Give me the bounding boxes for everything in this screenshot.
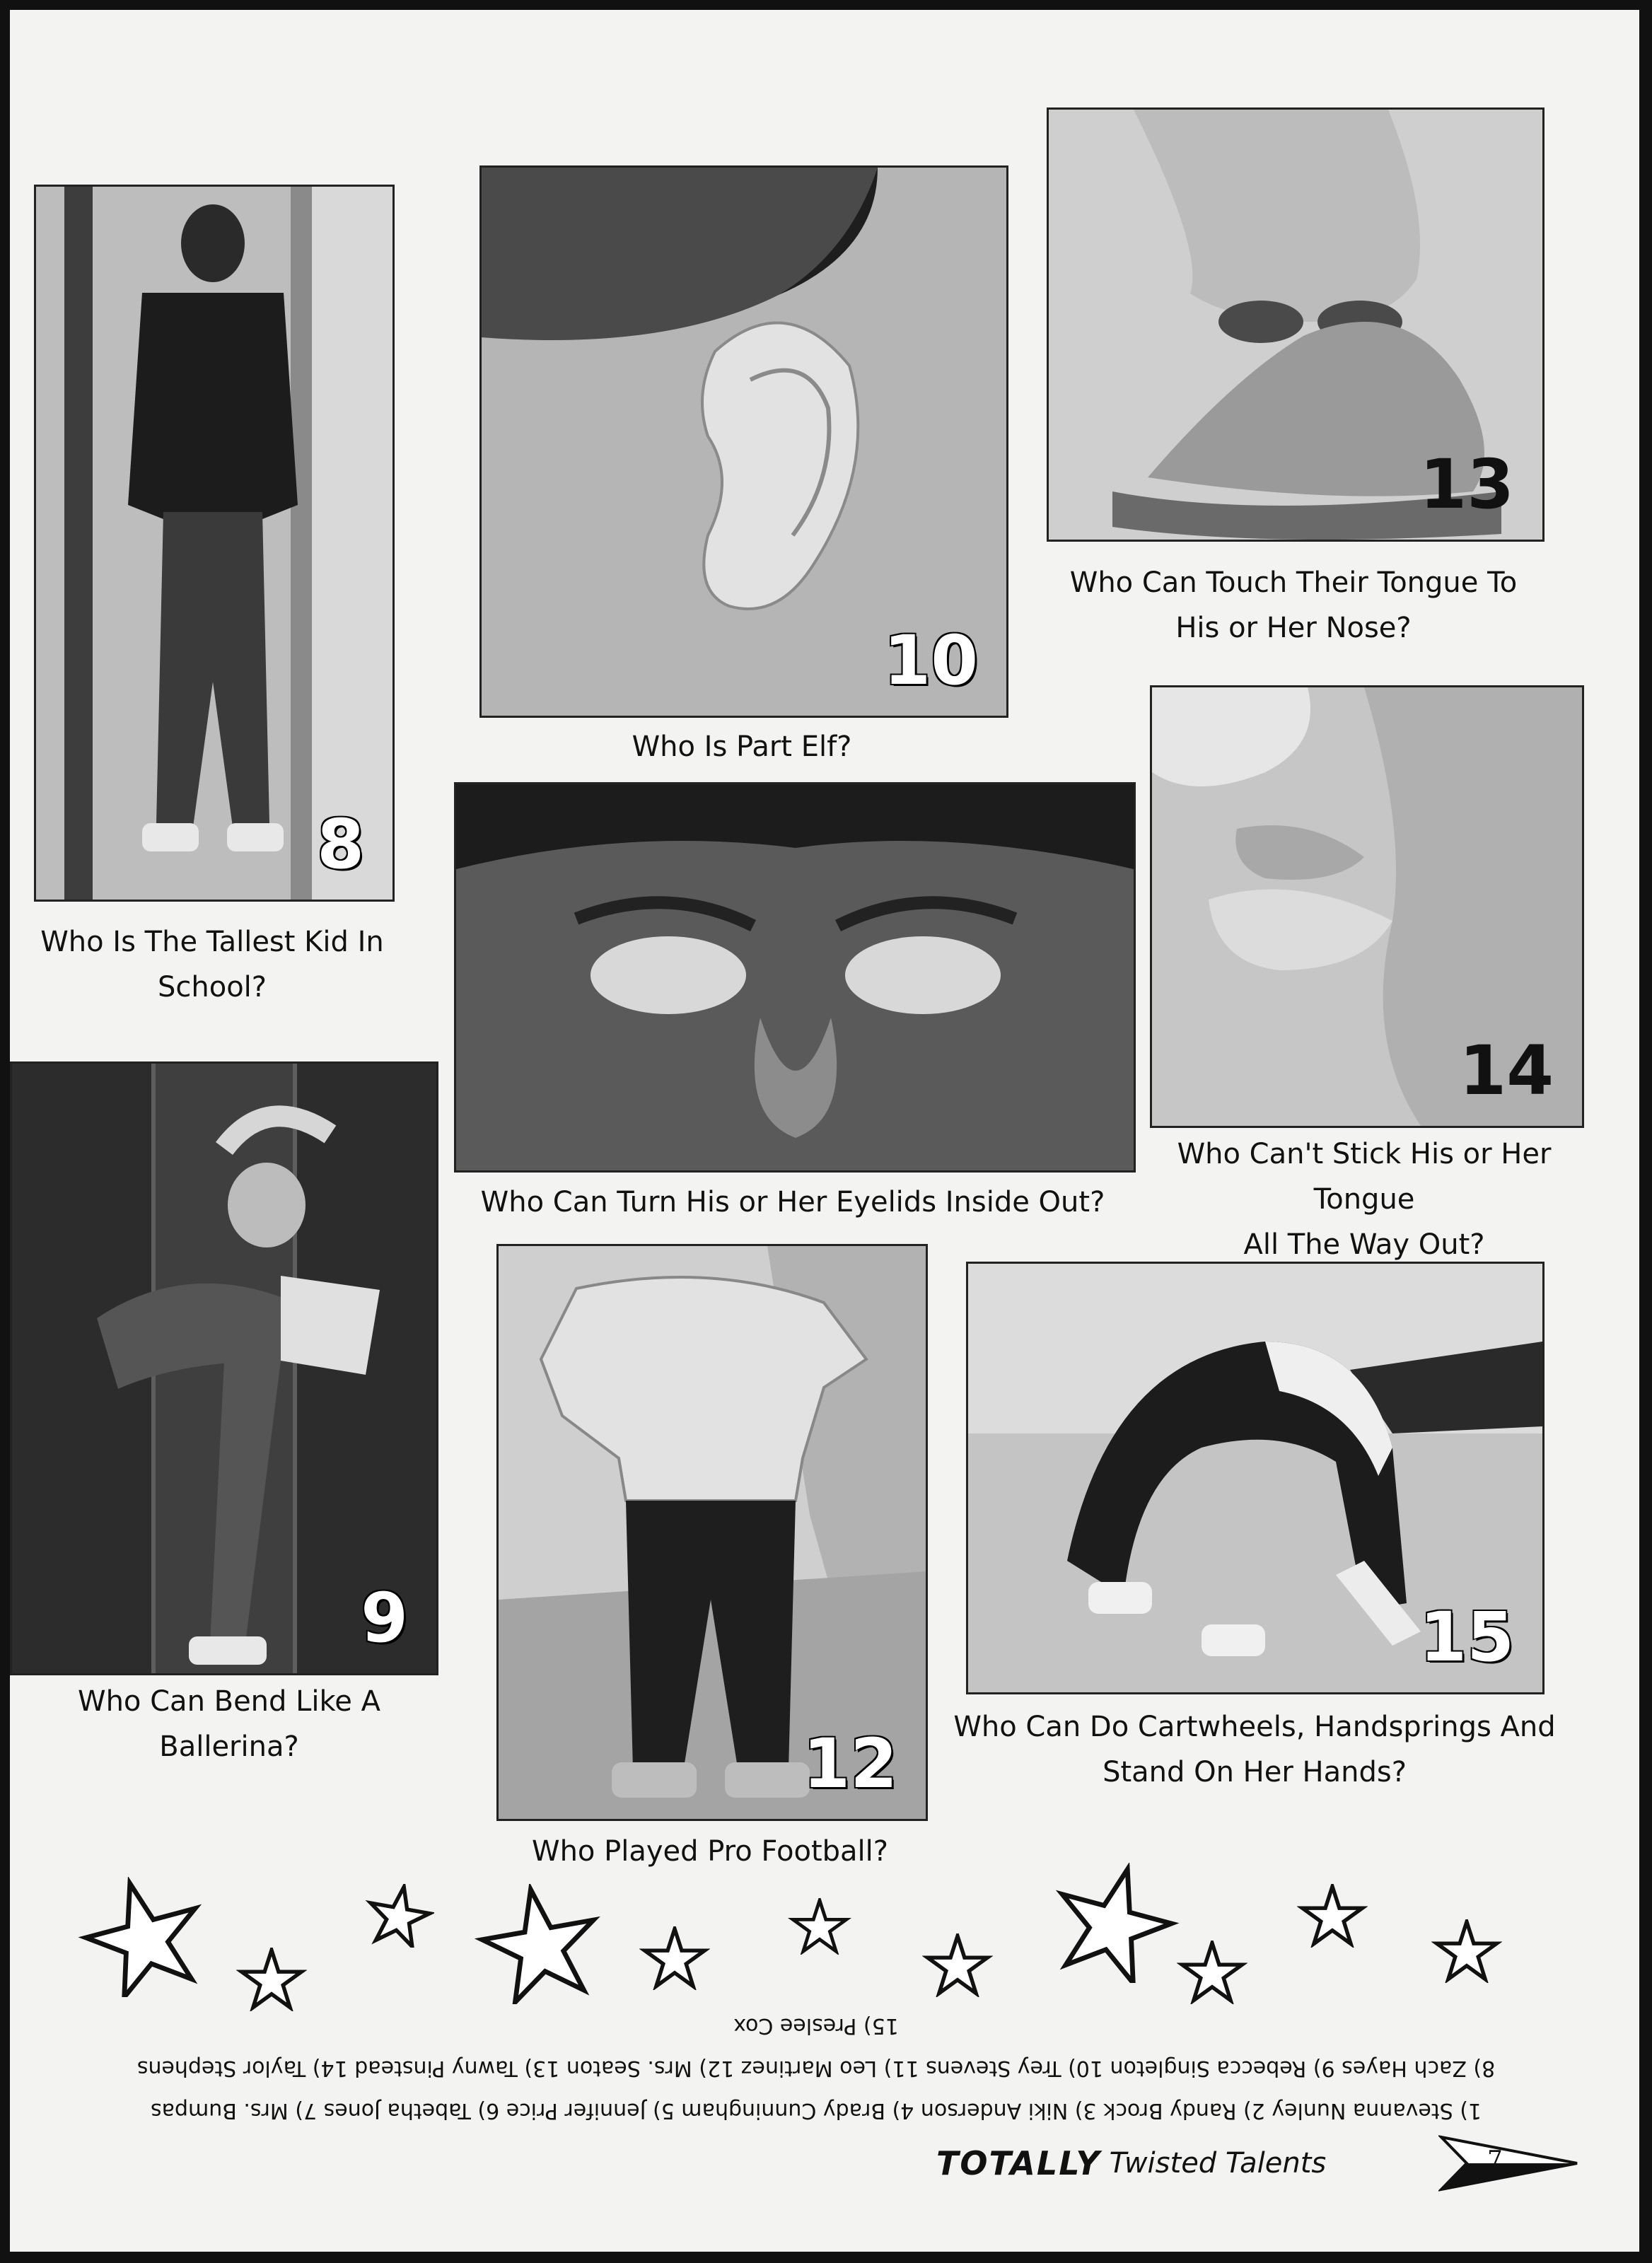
star-icon (363, 1884, 434, 1948)
photo-number: 12 (803, 1724, 897, 1803)
photo-number: 15 (1419, 1598, 1514, 1677)
answer-key (38, 1990, 1594, 2131)
star-icon (1297, 1884, 1368, 1948)
photo-tongue-out (1150, 685, 1584, 1128)
star-icon (470, 1884, 611, 2004)
footer-title-rest: Twisted Talents (1109, 2147, 1327, 2180)
caption-tallest-kid: Who Is The Tallest Kid In School? (40, 926, 384, 1003)
photo-tongue-to-nose (1047, 107, 1545, 542)
star-icon (639, 1926, 710, 1990)
photo-elf-ear (479, 165, 1008, 718)
star-icon (788, 1898, 851, 1955)
eyelids-illustration (456, 784, 1134, 1170)
answer-key-line: 8) Zach Hayes 9) Rebecca Singleton 10) Trey Stevens 11) Leo Martinez 12) Mrs. Seaton 13) Tawny Pinstead 14) Taylor Stephens (136, 2056, 1496, 2081)
star-icon (74, 1877, 215, 1997)
page-number: 7 (1487, 2146, 1503, 2174)
answer-key-line: 1) Stevanna Nunley 2) Randy Brock 3) Niki Anderson 4) Brady Cunningham 5) Jennifer Price 6) Tabetha Jones 7) Mrs. Bumpas (150, 2098, 1482, 2123)
caption-elf: Who Is Part Elf? (632, 731, 852, 763)
photo-ballerina (10, 1061, 438, 1675)
caption-eyelids: Who Can Turn His or Her Eyelids Inside Out? (480, 1186, 1105, 1218)
yearbook-page (10, 10, 1639, 2252)
star-icon (922, 1933, 993, 1997)
doorway-figure-illustration (36, 187, 392, 900)
star-icon (1431, 1919, 1502, 1983)
photo-eyelids (454, 782, 1136, 1173)
photo-cartwheels (966, 1262, 1545, 1694)
photo-number: 14 (1459, 1031, 1554, 1110)
footer-title-bold: TOTALLY (936, 2144, 1101, 2182)
photo-number: 8 (317, 805, 364, 884)
caption-tongue-to-nose: Who Can Touch Their Tongue To His or Her Nose? (1069, 566, 1518, 644)
caption-cartwheels: Who Can Do Cartwheels, Handsprings And Stand On Her Hands? (953, 1711, 1556, 1788)
photo-tallest-kid (34, 185, 395, 902)
caption-ballerina: Who Can Bend Like A Ballerina? (78, 1685, 380, 1763)
photo-number: 9 (361, 1578, 408, 1658)
star-icon (1042, 1863, 1184, 1983)
caption-pro-football: Who Played Pro Football? (532, 1835, 888, 1868)
photo-number: 10 (883, 621, 978, 700)
photo-number: 13 (1419, 445, 1514, 524)
caption-tongue-out: Who Can't Stick His or Her Tongue All The Way Out? (1177, 1138, 1552, 1261)
answer-key-line: 15) Preslee Cox (733, 2013, 899, 2038)
photo-pro-football (496, 1244, 928, 1821)
